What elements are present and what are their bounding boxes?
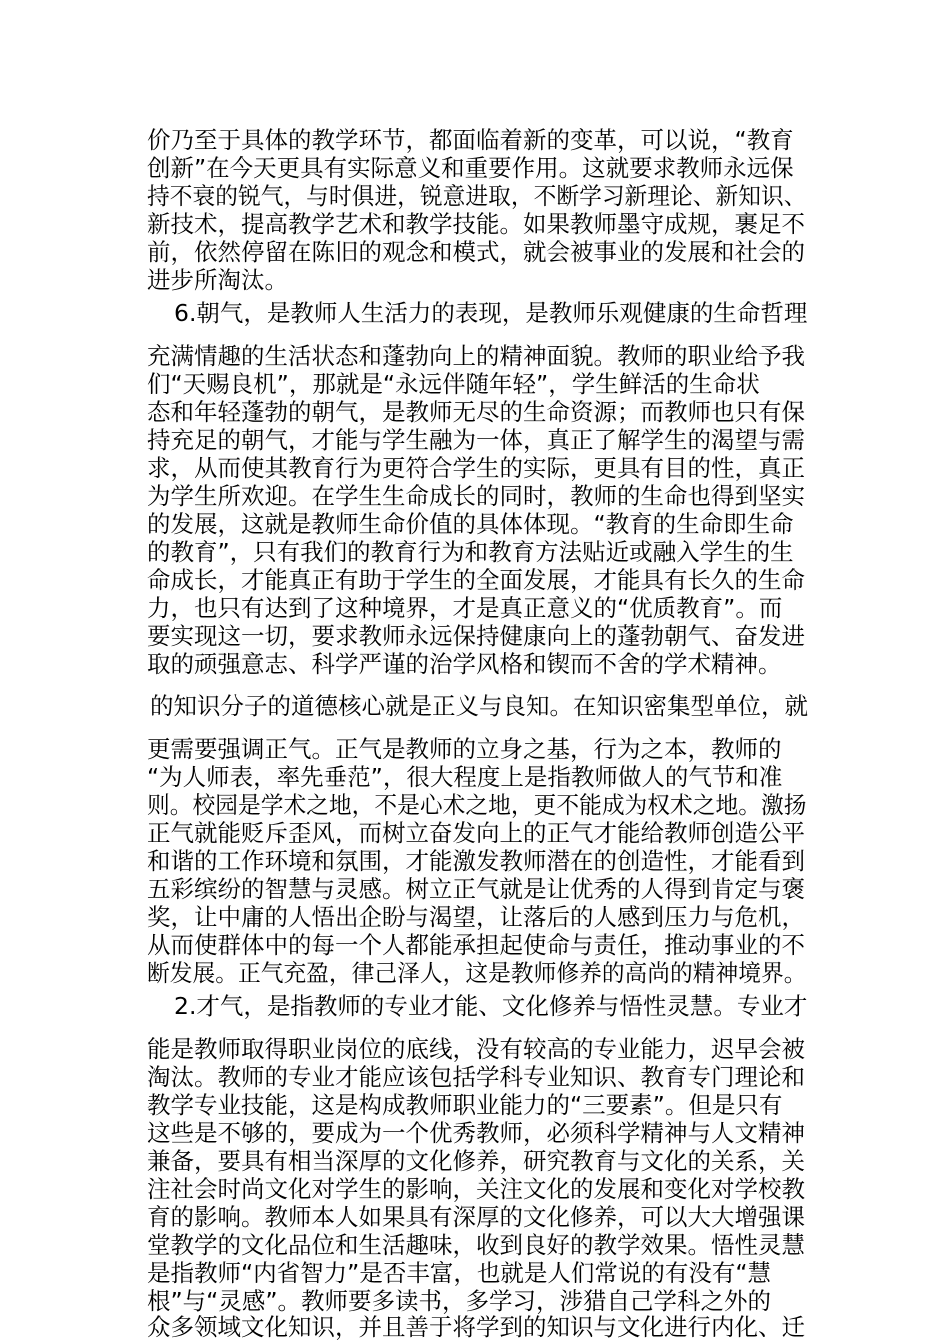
text-line: 进步所淘汰。 [147,266,288,294]
text-line: 五彩缤纷的智慧与灵感。树立正气就是让优秀的人得到肯定与褒 [147,875,805,903]
text-line: 要实现这一切，要求教师永远保持健康向上的蓬勃朝气、奋发进 [147,622,805,650]
text-line: 充满情趣的生活状态和蓬勃向上的精神面貌。教师的职业给予我 [147,342,805,370]
text-line: 新技术，提高教学艺术和教学技能。如果教师墨守成规，裹足不 [147,210,805,238]
text-line: 态和年轻蓬勃的朝气，是教师无尽的生命资源；而教师也只有保 [147,398,805,426]
text-line: 的发展，这就是教师生命价值的具体体现。“教育的生命即生命 [147,510,794,538]
text-line: 和谐的工作环境和氛围，才能激发教师潜在的创造性，才能看到 [147,847,805,875]
text-line: 堂教学的文化品位和生活趣味，收到良好的教学效果。悟性灵慧 [147,1231,805,1259]
text-line: 育的影响。教师本人如果具有深厚的文化修养，可以大大增强课 [147,1203,805,1231]
text-line: 力，也只有达到了这种境界，才是真正意义的“优质教育”。而 [147,594,783,622]
paragraph-heading: 6.朝气，是教师人生活力的表现，是教师乐观健康的生命哲理 [174,299,808,327]
text-line: “为人师表，率先垂范”，很大程度上是指教师做人的气节和准 [147,763,783,791]
text-line: 持充足的朝气，才能与学生融为一体，真正了解学生的渴望与需 [147,426,805,454]
paragraph-heading: 2.才气，是指教师的专业才能、文化修养与悟性灵慧。专业才 [174,992,808,1020]
text-line: 能是教师取得职业岗位的底线，没有较高的专业能力，迟早会被 [147,1035,805,1063]
text-line: 是指教师“内省智力”是否丰富，也就是人们常说的有没有“慧 [147,1259,772,1287]
text-line: 则。校园是学术之地，不是心术之地，更不能成为权术之地。激扬 [147,791,807,819]
text-line: 的教育”，只有我们的教育行为和教育方法贴近或融入学生的生 [147,538,794,566]
text-line: 前，依然停留在陈旧的观念和模式，就会被事业的发展和社会的 [147,238,805,266]
text-line: 淘汰。教师的专业才能应该包括学科专业知识、教育专门理论和 [147,1063,805,1091]
text-line: 注社会时尚文化对学生的影响，关注文化的发展和变化对学校教 [147,1175,805,1203]
text-line: 价乃至于具体的教学环节，都面临着新的变革，可以说，“教育 [147,126,794,154]
text-line: 从而使群体中的每一个人都能承担起使命与责任，推动事业的不 [147,931,805,959]
text-line: 创新”在今天更具有实际意义和重要作用。这就要求教师永远保 [147,154,794,182]
text-line: 奖，让中庸的人悟出企盼与渴望，让落后的人感到压力与危机， [147,903,805,931]
text-line: 更需要强调正气。正气是教师的立身之基，行为之本，教师的 [147,735,782,763]
text-line: 根”与“灵感”。教师要多读书，多学习，涉猎自己学科之外的 [147,1287,772,1315]
text-line: 教学专业技能，这是构成教师职业能力的“三要素”。但是只有 [147,1091,783,1119]
text-line: 兼备，要具有相当深厚的文化修养，研究教育与文化的关系，关 [147,1147,805,1175]
text-line: 为学生所欢迎。在学生生命成长的同时，教师的生命也得到坚实 [147,482,805,510]
text-line: 持不衰的锐气，与时俱进，锐意进取，不断学习新理论、新知识、 [147,182,807,210]
text-line: 正气就能贬斥歪风，而树立奋发向上的正气才能给教师创造公平 [147,819,805,847]
text-line: 命成长，才能真正有助于学生的全面发展，才能具有长久的生命 [147,566,805,594]
text-line: 们“天赐良机”，那就是“永远伴随年轻”，学生鲜活的生命状 [147,370,760,398]
text-line: 的知识分子的道德核心就是正义与良知。在知识密集型单位，就 [150,692,808,720]
text-line: 众多领域文化知识，并且善于将学到的知识与文化进行内化、迁 [147,1313,805,1341]
text-line: 这些是不够的，要成为一个优秀教师，必须科学精神与人文精神 [147,1119,805,1147]
text-line: 断发展。正气充盈，律己泽人，这是教师修养的高尚的精神境界。 [147,959,807,987]
text-line: 取的顽强意志、科学严谨的治学风格和锲而不舍的学术精神。 [147,650,782,678]
text-line: 求，从而使其教育行为更符合学生的实际，更具有目的性，真正 [147,454,805,482]
